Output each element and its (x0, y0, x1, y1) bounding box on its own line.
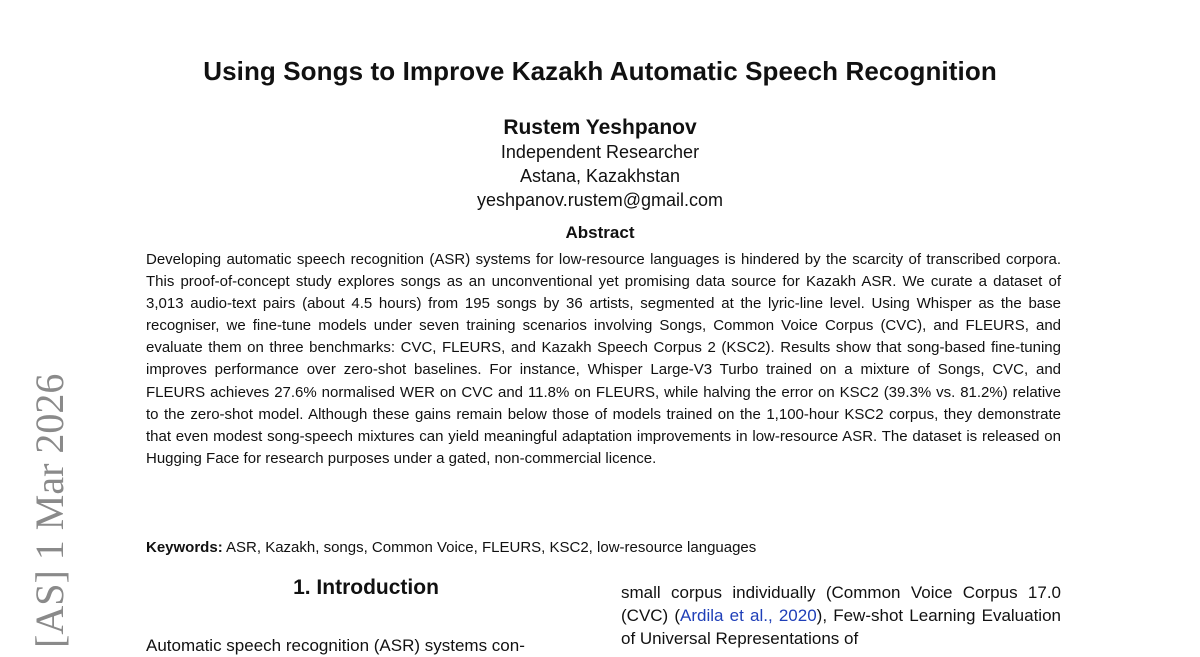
introduction-left-column-text: Automatic speech recognition (ASR) systems con- (146, 636, 525, 655)
section-heading-introduction: 1. Introduction (293, 576, 439, 599)
keywords (146, 537, 756, 559)
right-column-text-before-citation: small corpus individually (Common Voice Corpus 17.0 (CVC) ( (621, 583, 1061, 625)
abstract-text: Developing automatic speech recognition (ASR) systems for low-resource languages is hindered by the scarcity of transcribed corpora. This proof-of-concept study explores songs as an unconventional yet promising data source for Kazakh ASR. We curate a dataset of 3,013 audio-text pairs (about 4.5 hours) from 195 songs by 36 artists, segmented at the lyric-line level. Using Whisper as the base recogniser, we fine-tune models under seven training scenarios involving Songs, Common Voice Corpus (CVC), and FLEURS, and evaluate them on three benchmarks: CVC, FLEURS, and Kazakh Speech Corpus 2 (KSC2). Results show that song-based fine-tuning improves performance over zero-shot baselines. For instance, Whisper Large-V3 Turbo trained on a mixture of Songs, CVC, and FLEURS achieves 27.6% normalised WER on CVC and 11.8% on FLEURS, while halving the error on KSC2 (39.3% vs. 81.2%) relative to the zero-shot model. Although these gains remain below those of models trained on the 1,100-hour KSC2 corpus, they demonstrate that even modest song-speech mixtures can yield meaningful adaptation improvements in low-resource ASR. The dataset is released on Hugging Face for research purposes under a gated, non-commercial licence. (146, 251, 1061, 467)
abstract-heading: Abstract (565, 223, 635, 242)
right-column-text-after-citation: ), Few-shot Learning Evaluation of Universal Representations of (621, 606, 1061, 648)
keywords-label: Keywords: (146, 539, 223, 556)
author-block (0, 116, 1200, 212)
arxiv-watermark: [AS] 1 Mar 2026 (27, 373, 72, 648)
introduction-right-column (621, 581, 1061, 650)
keywords-text: ASR, Kazakh, songs, Common Voice, FLEURS, KSC2, low-resource languages (226, 539, 757, 556)
author-name: Rustem Yeshpanov (503, 116, 697, 139)
author-location: Astana, Kazakhstan (519, 166, 681, 186)
author-email: yeshpanov.rustem@gmail.com (476, 190, 724, 210)
paper-title: Using Songs to Improve Kazakh Automatic Speech Recognition (203, 56, 997, 86)
author-affiliation: Independent Researcher (500, 142, 700, 162)
citation-link[interactable]: Ardila et al., 2020 (680, 606, 817, 625)
